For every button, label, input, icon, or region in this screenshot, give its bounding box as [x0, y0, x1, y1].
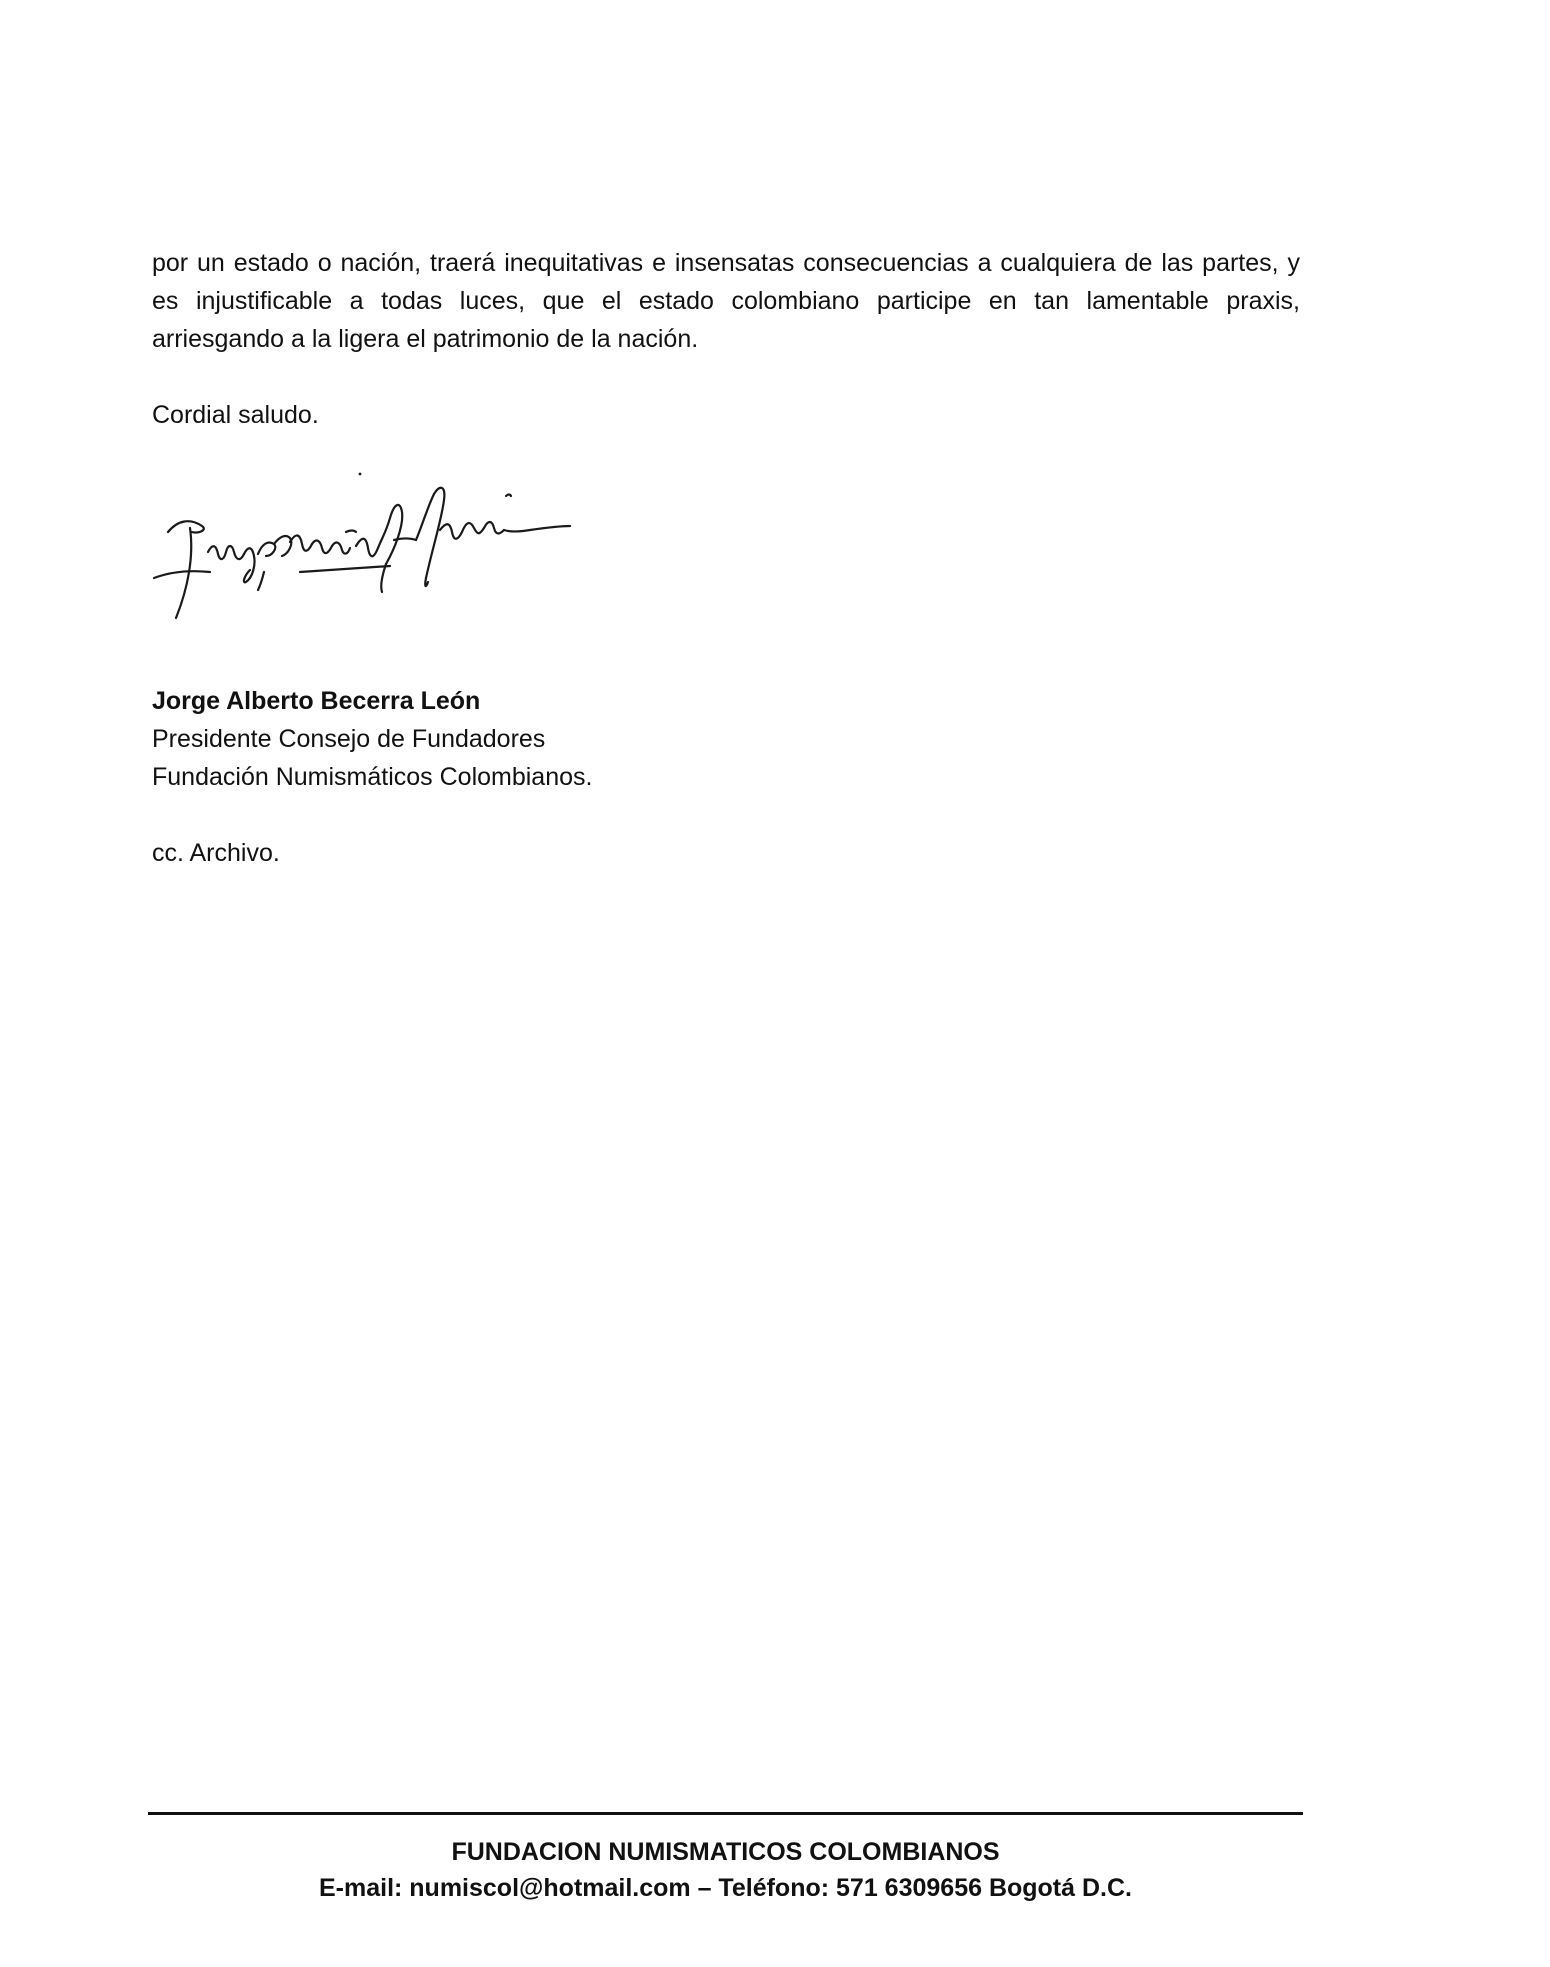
footer-org-name: FUNDACION NUMISMATICOS COLOMBIANOS — [451, 1838, 1000, 1866]
signer-title: Presidente Consejo de Fundadores — [152, 725, 546, 753]
signer-name: Jorge Alberto Becerra León — [152, 687, 481, 715]
signer-block — [152, 682, 592, 796]
signer-organization: Fundación Numismáticos Colombianos. — [152, 763, 593, 791]
body-paragraph: por un estado o nación, traerá inequitativas e insensatas consecuencias a cualquiera de las partes, y es injustificable a todas luces, que el estado colombiano participe en tan lamentable praxis, arriesgando a la ligera el patrimonio de la nación. — [152, 249, 1300, 353]
footer — [148, 1834, 1303, 1906]
footer-divider — [148, 1812, 1303, 1815]
carbon-copy-note: cc. Archivo. — [152, 839, 280, 867]
footer-contact: E-mail: numiscol@hotmail.com – Teléfono: 571 6309656 Bogotá D.C. — [318, 1874, 1132, 1902]
closing-salutation: Cordial saludo. — [152, 401, 319, 429]
handwritten-signature-icon — [150, 460, 580, 635]
